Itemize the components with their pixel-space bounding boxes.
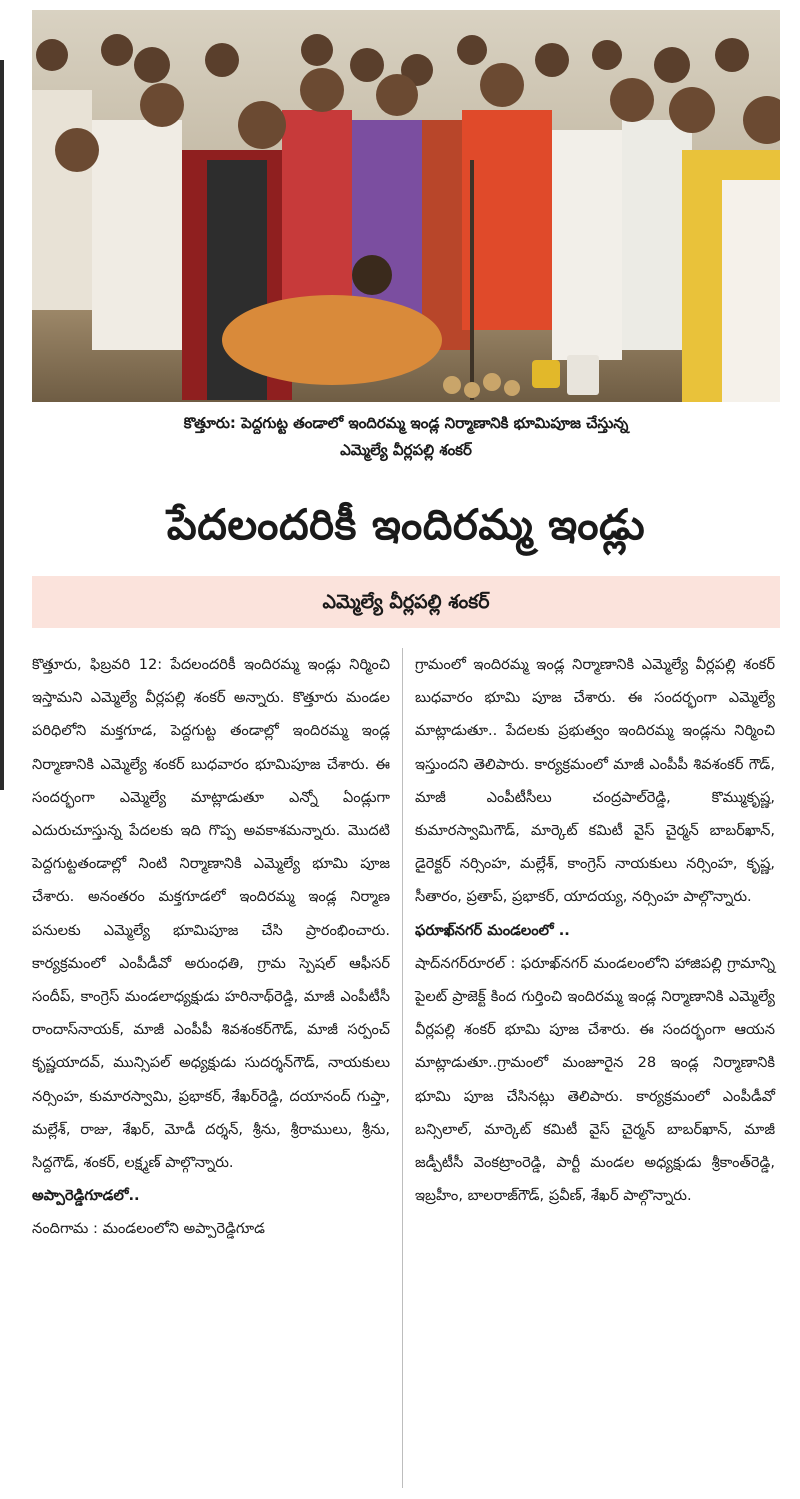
article-headline: పేదలందరికీ ఇందిరమ్మ ఇండ్లు — [166, 500, 646, 549]
article-paragraph: షాద్‌నగర్‌రూరల్ : ఫరూఖ్‌నగర్ మండలంలోని హాజిపల్లి గ్రామాన్ని పైలట్ ప్రాజెక్ట్ కింద గుర్తించి ఇందిరమ్మ ఇండ్ల నిర్మాణానికి ఎమ్మెల్యే వీర్లపల్లి శంకర్ భూమి పూజ చేశారు. ఈ సందర్భంగా ఆయన మాట్లాడుతూ..గ్రామంలో మంజూరైన 28 ఇండ్ల నిర్మాణానికి భూమి పూజ చేసినట్లు తెలిపారు. కార్యక్రమంలో ఎంపీడీవో బన్సిలాల్, మార్కెట్ కమిటీ వైస్ చైర్మన్ బాబర్‌ఖాన్, మాజీ జడ్పీటీసీ వెంకట్రాంరెడ్డి, పార్టీ మండల అధ్యక్షుడు శ్రీకాంత్‌రెడ్డి, ఇబ్రహీం, బాలరాజ్‌గౌడ్, ప్రవీణ్, శేఖర్ పాల్గొన్నారు. — [415, 954, 775, 1205]
article-column-right — [415, 648, 775, 1212]
article-subhead: ఎమ్మెల్యే వీర్లపల్లి శంకర్ — [32, 576, 780, 628]
page-edge-bar — [0, 60, 4, 790]
article-paragraph: గ్రామంలో ఇందిరమ్మ ఇండ్ల నిర్మాణానికి ఎమ్మెల్యే వీర్లపల్లి శంకర్ బుధవారం భూమి పూజ చేశారు. ఈ సందర్భంగా ఎమ్మెల్యే మాట్లాడుతూ.. పేదలకు ప్రభుత్వం ఇందిరమ్మ ఇండ్లను నిర్మించి ఇస్తుందని తెలిపారు. కార్యక్రమంలో మాజీ ఎంపీపీ శివశంకర్ గౌడ్, మాజీ ఎంపీటీసీలు చంద్రపాల్‌రెడ్డి, కొమ్ముకృష్ణ, కుమారస్వామిగౌడ్, మార్కెట్ కమిటీ వైస్ చైర్మన్ బాబర్‌ఖాన్, డైరెక్టర్ నర్సింహ, మల్లేశ్, కాంగ్రెస్ నాయకులు నర్సింహ, కృష్ణ, సీతారం, ప్రతాప్, ప్రభాకర్, యాదయ్య, నర్సింహ పాల్గొన్నారు. — [415, 656, 775, 906]
caption-line-1: కొత్తూరు: పెద్దగుట్ట తండాలో ఇందిరమ్మ ఇండ్ల నిర్మాణానికి భూమిపూజ చేస్తున్న — [183, 414, 629, 432]
article-column-left — [32, 648, 390, 1246]
photo-illustration — [32, 10, 780, 402]
photo-caption — [40, 410, 772, 464]
section-heading: అప్పారెడ్డిగూడలో.. — [32, 1187, 140, 1205]
article-paragraph: నందిగామ : మండలంలోని అప్పారెడ్డిగూడ — [32, 1220, 265, 1238]
caption-line-2: ఎమ్మెల్యే వీర్లపల్లి శంకర్ — [340, 441, 472, 459]
column-divider — [402, 648, 403, 1488]
article-paragraph: కొత్తూరు, ఫిబ్రవరి 12: పేదలందరికీ ఇందిరమ్మ ఇండ్లు నిర్మించి ఇస్తామని ఎమ్మెల్యే వీర్లపల్లి శంకర్ అన్నారు. కొత్తూరు మండల పరిధిలోని మక్తగూడ, పెద్దగుట్ట తండాల్లో ఇందిరమ్మ ఇండ్ల నిర్మాణానికి ఎమ్మెల్యే శంకర్ బుధవారం భూమిపూజ చేశారు. ఈ సందర్భంగా ఎమ్మెల్యే మాట్లాడుతూ ఎన్నో ఏండ్లుగా ఎదురుచూస్తున్న పేదలకు ఇది గొప్ప అవకాశమన్నారు. మొదటి పెద్దగుట్టతండాల్లో నింటి నిర్మాణానికి ఎమ్మెల్యే భూమి పూజ చేశారు. అనంతరం మక్తగూడలో ఇందిరమ్మ ఇండ్ల నిర్మాణ పనులకు ఎమ్మెల్యే భూమిపూజ చేసి ప్రారంభించారు. కార్యక్రమంలో ఎంపీడీవో అరుంధతి, గ్రామ స్పెషల్ ఆఫీసర్ సందీప్, కాంగ్రెస్ మండలాధ్యక్షుడు హరినాథ్‌రెడ్డి, మాజీ ఎంపీటీసీ రాందాస్‌నాయక్, మాజీ ఎంపీపీ శివశంకర్‌గౌడ్, మాజీ సర్పంచ్ కృష్ణయాదవ్, మున్సిపల్ అధ్యక్షుడు సుదర్శన్‌గౌడ్, నాయకులు నర్సింహ, కుమారస్వామి, ప్రభాకర్, శేఖర్‌రెడ్డి, దయానంద్ గుప్తా, మల్లేశ్, రాజు, శేఖర్, మోడీ దర్శన్, శ్రీను, శ్రీరాములు, శ్రీను, సిద్దగౌడ్, శంకర్, లక్ష్మణ్ పాల్గొన్నారు. — [32, 656, 390, 1172]
news-photo — [32, 10, 780, 402]
section-heading: ఫరూఖ్‌నగర్ మండలంలో .. — [415, 921, 570, 939]
